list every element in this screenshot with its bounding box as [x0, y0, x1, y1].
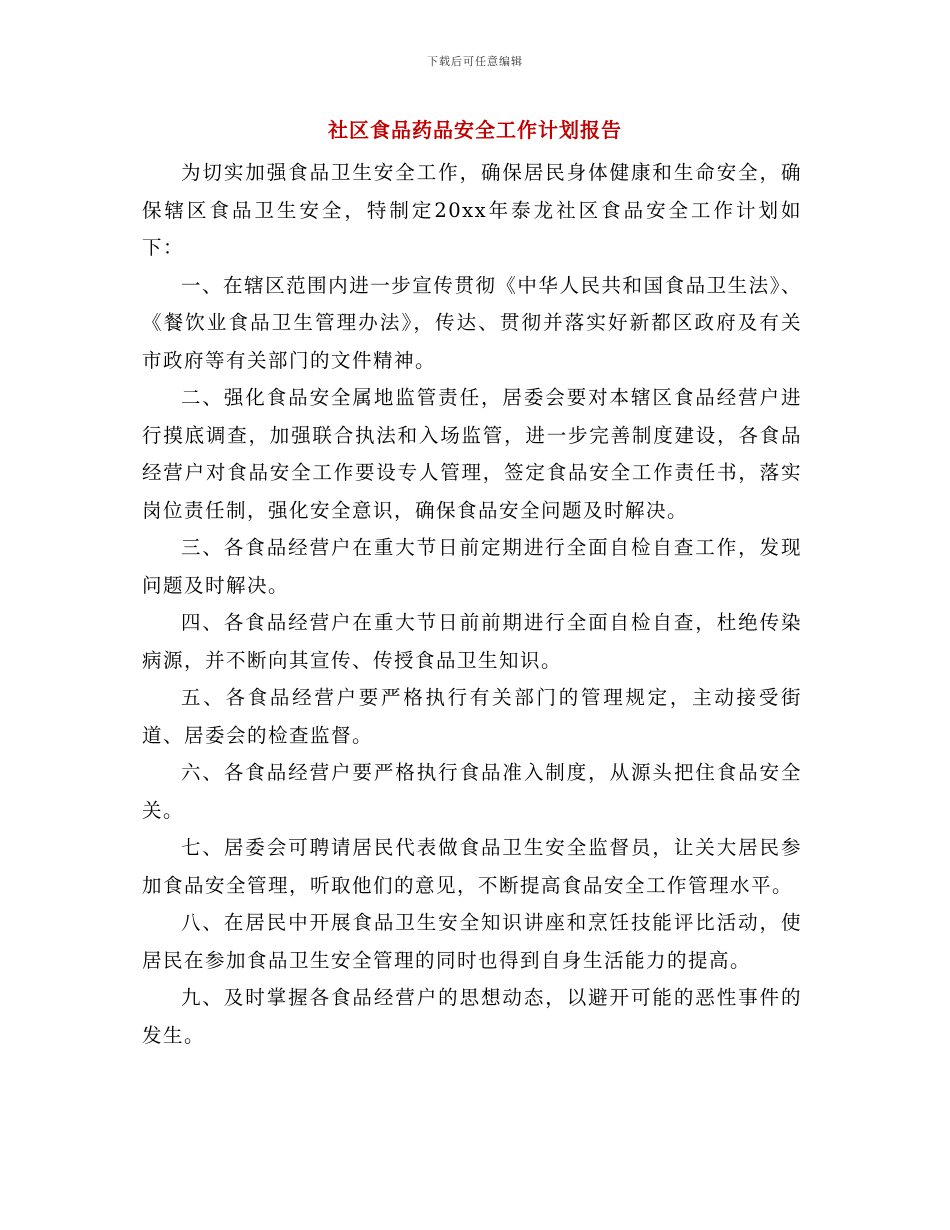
intro-paragraph: 为切实加强食品卫生安全工作，确保居民身体健康和生命安全，确保辖区食品卫生安全，特制定20xx年泰龙社区食品安全工作计划如下： — [142, 161, 802, 259]
document-title: 社区食品药品安全工作计划报告 — [328, 118, 622, 142]
item-2-paragraph: 二、强化食品安全属地监管责任，居委会要对本辖区食品经营户进行摸底调查，加强联合执法和入场监管，进一步完善制度建设，各食品经营户对食品安全工作要设专人管理，签定食品安全工作责任书，落实岗位责任制，强化安全意识，确保食品安全问题及时解决。 — [142, 386, 802, 522]
item-9-paragraph: 九、及时掌握各食品经营户的思想动态，以避开可能的恶性事件的发生。 — [142, 986, 802, 1047]
item-5-paragraph: 五、各食品经营户要严格执行有关部门的管理规定，主动接受街道、居委会的检查监督。 — [142, 686, 802, 747]
item-6-paragraph: 六、各食品经营户要严格执行食品准入制度，从源头把住食品安全关。 — [142, 761, 802, 822]
document-body — [142, 154, 802, 1054]
item-8-paragraph: 八、在居民中开展食品卫生安全知识讲座和烹饪技能评比活动，使居民在参加食品卫生安全管理的同时也得到自身生活能力的提高。 — [142, 911, 802, 972]
header-note: 下载后可任意编辑 — [427, 55, 523, 68]
item-7-paragraph: 七、居委会可聘请居民代表做食品卫生安全监督员，让关大居民参加食品安全管理，听取他们的意见，不断提高食品安全工作管理水平。 — [142, 836, 802, 897]
item-1-paragraph: 一、在辖区范围内进一步宣传贯彻《中华人民共和国食品卫生法》、《餐饮业食品卫生管理办法》，传达、贯彻并落实好新都区政府及有关市政府等有关部门的文件精神。 — [142, 273, 802, 372]
item-4-paragraph: 四、各食品经营户在重大节日前前期进行全面自检自查，杜绝传染病源，并不断向其宣传、传授食品卫生知识。 — [142, 611, 802, 672]
item-3-paragraph: 三、各食品经营户在重大节日前定期进行全面自检自查工作，发现问题及时解决。 — [142, 536, 802, 597]
